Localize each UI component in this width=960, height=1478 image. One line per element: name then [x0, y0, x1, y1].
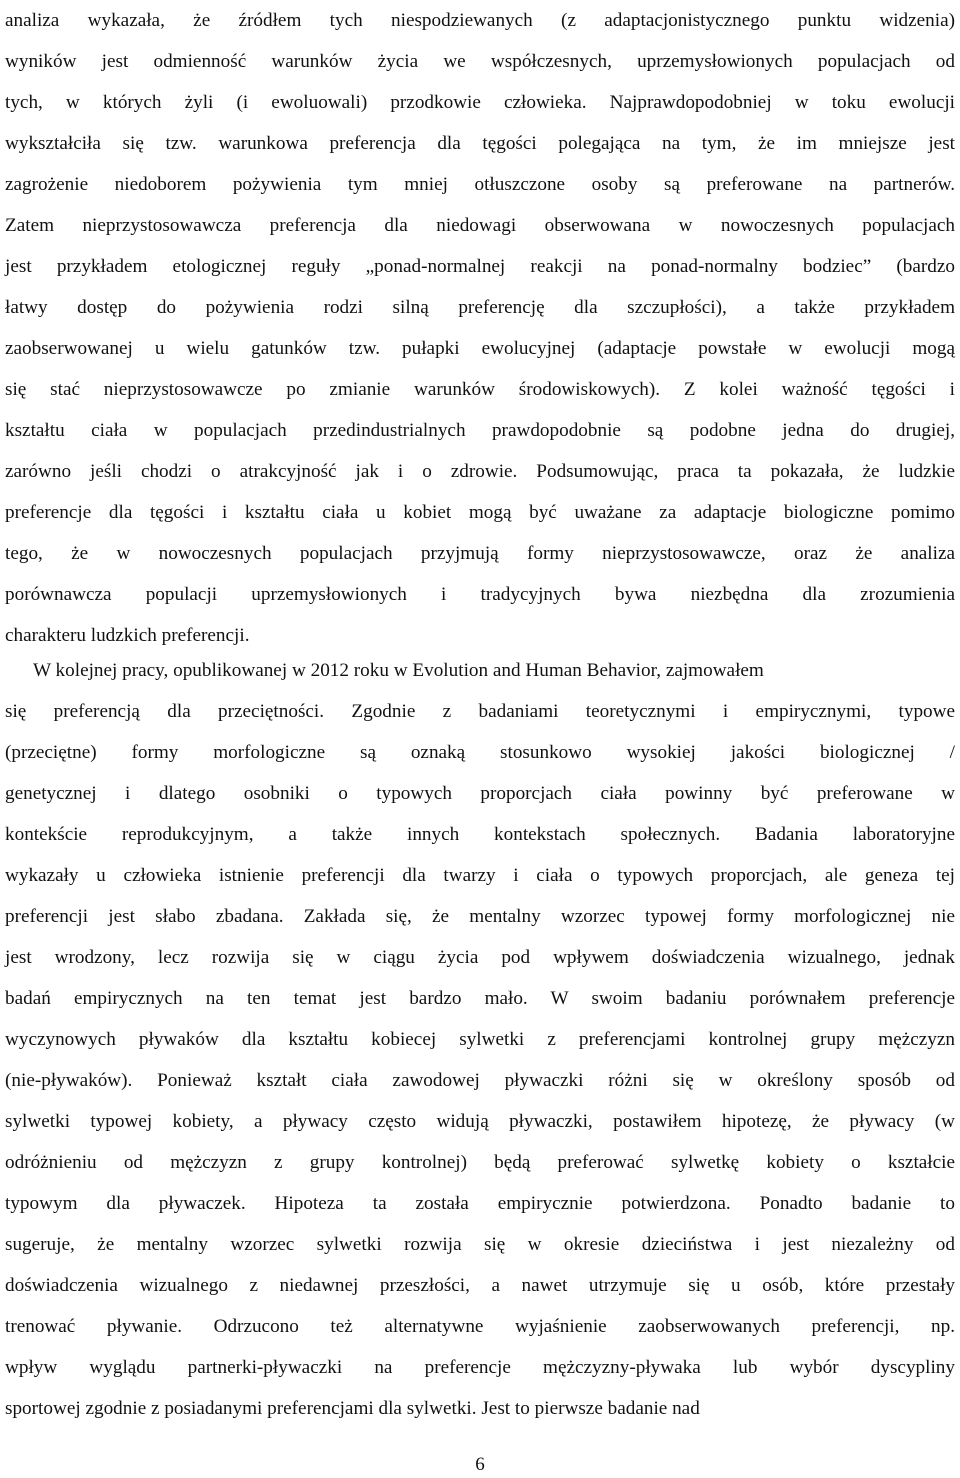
text-line: badań empirycznych na ten temat jest bardzo mało. W swoim badaniu porównałem preferencje: [5, 988, 955, 1009]
text-line: wyczynowych pływaków dla kształtu kobiecej sylwetki z preferencjami kontrolnej grupy mężczyzn: [5, 1029, 955, 1050]
text-line: porównawcza populacji uprzemysłowionych i tradycyjnych bywa niezbędna dla zrozumienia: [5, 584, 955, 605]
text-line: genetycznej i dlatego osobniki o typowych proporcjach ciała powinny być preferowane w: [5, 783, 955, 804]
text-line: odróżnieniu od mężczyzn z grupy kontrolnej) będą preferować sylwetkę kobiety o kształcie: [5, 1152, 955, 1173]
text-line: zarówno jeśli chodzi o atrakcyjność jak i o zdrowie. Podsumowując, praca ta pokazała, że ludzkie: [5, 461, 955, 482]
text-line: tych, w których żyli (i ewoluowali) przodkowie człowieka. Najprawdopodobniej w toku ewolucji: [5, 92, 955, 113]
text-line: jest przykładem etologicznej reguły „ponad-normalnej reakcji na ponad-normalny bodziec” (bardzo: [5, 256, 955, 277]
text-line: się stać nieprzystosowawcze po zmianie warunków środowiskowych). Z kolei ważność tęgości i: [5, 379, 955, 400]
text-line: zagrożenie niedoborem pożywienia tym mniej otłuszczone osoby są preferowane na partnerów.: [5, 174, 955, 195]
text-line: wyników jest odmienność warunków życia we współczesnych, uprzemysłowionych populacjach od: [5, 51, 955, 72]
text-line: charakteru ludzkich preferencji.: [5, 625, 250, 646]
text-line: analiza wykazała, że źródłem tych niespodziewanych (z adaptacjonistycznego punktu widzenia): [5, 10, 955, 31]
text-line: preferencje dla tęgości i kształtu ciała u kobiet mogą być uważane za adaptacje biologiczne pomimo: [5, 502, 955, 523]
text-line: sylwetki typowej kobiety, a pływacy często widują pływaczki, postawiłem hipotezę, że pływacy (w: [5, 1111, 955, 1132]
text-line: kształtu ciała w populacjach przedindustrialnych prawdopodobnie są podobne jedna do drugiej,: [5, 420, 955, 441]
text-line: doświadczenia wizualnego z niedawnej przeszłości, a nawet utrzymuje się u osób, które przestały: [5, 1275, 955, 1296]
text-line: zaobserwowanej u wielu gatunków tzw. pułapki ewolucyjnej (adaptacje powstałe w ewolucji mogą: [5, 338, 955, 359]
text-line: trenować pływanie. Odrzucono też alternatywne wyjaśnienie zaobserwowanych preferencji, np.: [5, 1316, 955, 1337]
text-line: tego, że w nowoczesnych populacjach przyjmują formy nieprzystosowawcze, oraz że analiza: [5, 543, 955, 564]
text-line: Zatem nieprzystosowawcza preferencja dla niedowagi obserwowana w nowoczesnych populacjach: [5, 215, 955, 236]
text-line: typowym dla pływaczek. Hipoteza ta została empirycznie potwierdzona. Ponadto badanie to: [5, 1193, 955, 1214]
text-line: (nie-pływaków). Ponieważ kształt ciała zawodowej pływaczki różni się w określony sposób od: [5, 1070, 955, 1091]
text-line: kontekście reprodukcyjnym, a także innych kontekstach społecznych. Badania laboratoryjne: [5, 824, 955, 845]
text-line: jest wrodzony, lecz rozwija się w ciągu życia pod wpływem doświadczenia wizualnego, jednak: [5, 947, 955, 968]
text-line: wykazały u człowieka istnienie preferencji dla twarzy i ciała o typowych proporcjach, ale geneza tej: [5, 865, 955, 886]
text-line: się preferencją dla przeciętności. Zgodnie z badaniami teoretycznymi i empirycznymi, typowe: [5, 701, 955, 722]
page-number: 6: [475, 1454, 485, 1475]
text-line: preferencji jest słabo zbadana. Zakłada się, że mentalny wzorzec typowej formy morfologicznej nie: [5, 906, 955, 927]
text-line: łatwy dostęp do pożywienia rodzi silną preferencję dla szczupłości), a także przykładem: [5, 297, 955, 318]
text-line: wpływ wyglądu partnerki-pływaczki na preferencje mężczyzny-pływaka lub wybór dyscypliny: [5, 1357, 955, 1378]
text-line: wykształciła się tzw. warunkowa preferencja dla tęgości polegająca na tym, że im mniejsze jest: [5, 133, 955, 154]
text-line: sugeruje, że mentalny wzorzec sylwetki rozwija się w okresie dzieciństwa i jest niezależny od: [5, 1234, 955, 1255]
paragraph-start-line: W kolejnej pracy, opublikowanej w 2012 roku w Evolution and Human Behavior, zajmowałem: [33, 660, 764, 681]
text-line: sportowej zgodnie z posiadanymi preferencjami dla sylwetki. Jest to pierwsze badanie nad: [5, 1398, 700, 1419]
text-line: (przeciętne) formy morfologiczne są oznaką stosunkowo wysokiej jakości biologicznej /: [5, 742, 955, 763]
